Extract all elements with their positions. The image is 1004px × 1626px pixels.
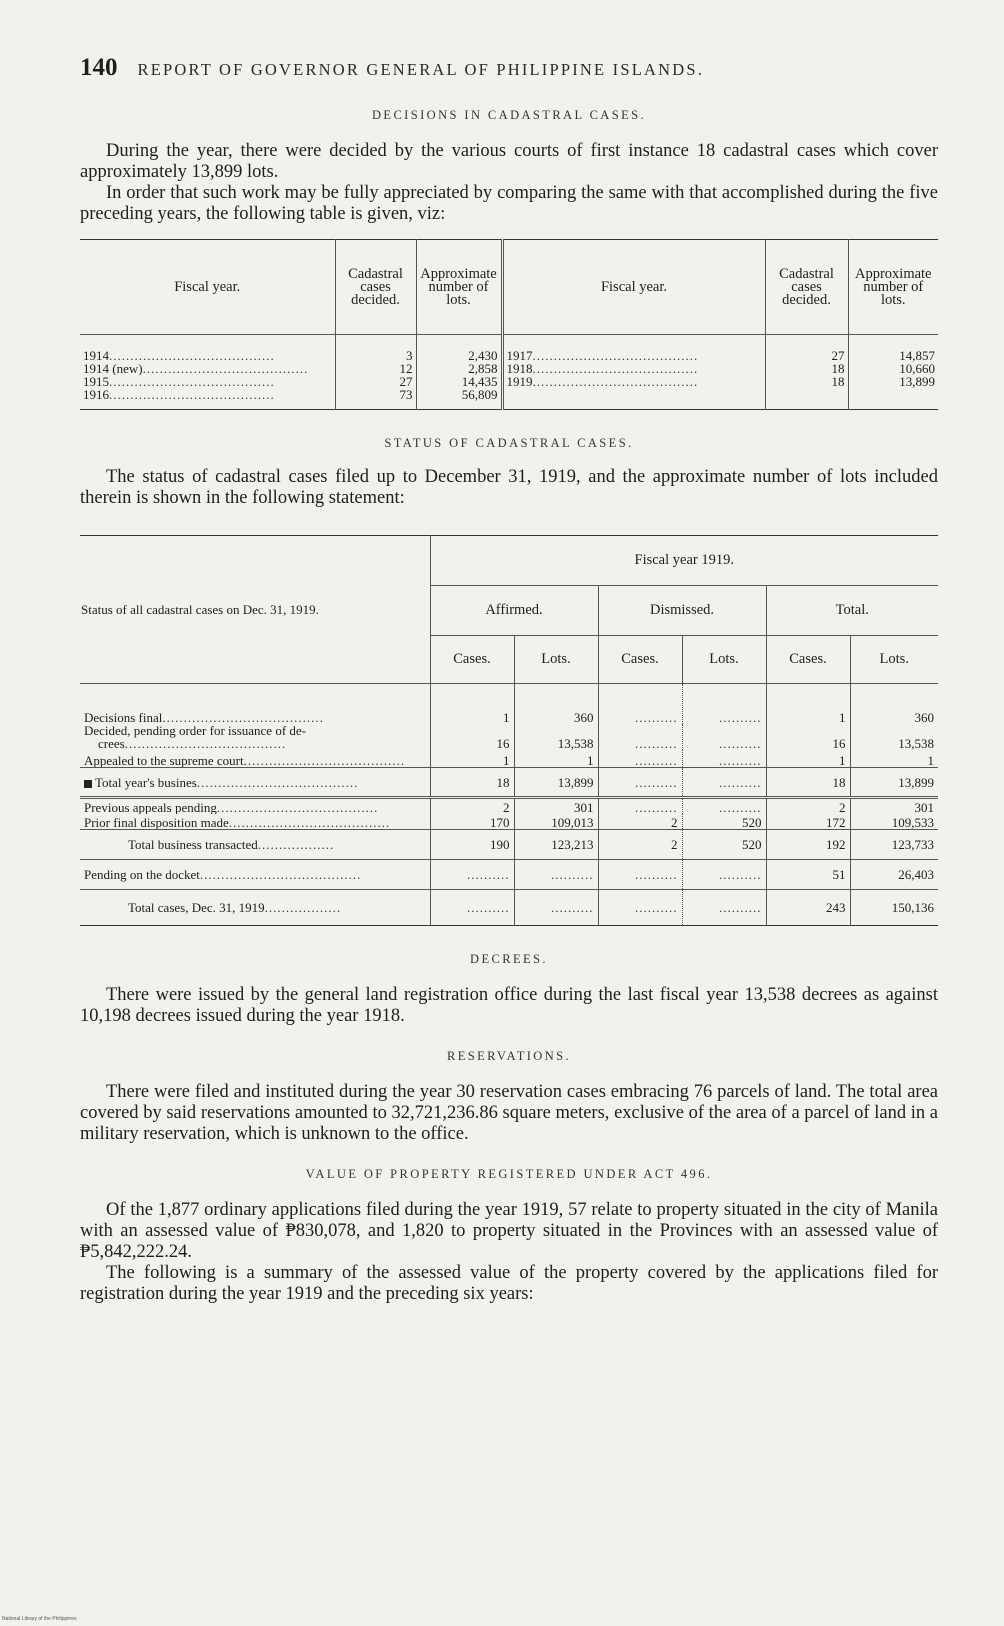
paragraph-value-1: Of the 1,877 ordinary applications filed during the year 1919, 57 relate to property situated in the city of Manila with an assessed value of ₱830,078, and 1,820 to property situated in the Provinces with an assessed value of ₱5,842,222.24.: [80, 1200, 938, 1262]
running-title: REPORT OF GOVERNOR GENERAL OF PHILIPPINE ISLANDS.: [137, 60, 705, 79]
year-1915: 1915: [83, 375, 109, 388]
heading-status: STATUS OF CADASTRAL CASES.: [384, 436, 634, 450]
table-row: Total year's busines...................................... 18 13,899 .......... .......... 18 13,899: [80, 768, 938, 798]
col-affirmed-lots: Lots.: [514, 636, 598, 684]
col-total-lots: Lots.: [850, 636, 938, 684]
col-fiscal-year: Fiscal year 1919.: [430, 536, 938, 586]
paragraph-decisions-2: In order that such work may be fully appreciated by comparing the same with that accomplished during the five preceding years, the following table is given, viz:: [80, 183, 938, 224]
col-total: Total.: [766, 586, 938, 636]
table-row: Pending on the docket...................................... .......... .......... .......... .......... 51 26,403: [80, 860, 938, 890]
page-header: [80, 54, 938, 94]
left-cases: 3 12 27 73: [335, 335, 416, 410]
col-cases-left: Cadastral cases decided.: [335, 240, 416, 335]
col-lots-left: Approximate number of lots.: [416, 240, 502, 335]
heading-decisions: DECISIONS IN CADASTRAL CASES.: [371, 108, 647, 122]
col-total-cases: Cases.: [766, 636, 850, 684]
col-affirmed-cases: Cases.: [430, 636, 514, 684]
col-status: Status of all cadastral cases on Dec. 31, 1919.: [80, 536, 430, 684]
left-lots: 2,430 2,858 14,435 56,809: [416, 335, 502, 410]
cadastral-status-table: [80, 535, 938, 926]
year-1914: 1914: [83, 349, 109, 362]
paragraph-status-1: The status of cadastral cases filed up to December 31, 1919, and the approximate number of lots included therein is shown in the following statement:: [80, 467, 938, 508]
paragraph-value-2: The following is a summary of the assessed value of the property covered by the applications filed for registration during the year 1919 and the preceding six years:: [80, 1263, 938, 1304]
heading-reservations: RESERVATIONS.: [446, 1049, 572, 1063]
footer-credit: National Library of the Philippines: [2, 1616, 77, 1622]
right-years: 1917....................................... 1918....................................... 1919.......................................: [502, 335, 765, 410]
document-page: [80, 54, 938, 1305]
year-1914-new: 1914 (new): [83, 362, 143, 375]
year-1917: 1917: [506, 349, 533, 362]
table-row: Total business transacted.................. 190 123,213 2 520 192 123,733: [80, 830, 938, 860]
col-affirmed: Affirmed.: [430, 586, 598, 636]
left-years: 1914....................................... 1914 (new)....................................... 1915....................................... 1916.......................................: [80, 335, 335, 410]
heading-decrees: DECREES.: [470, 952, 548, 966]
year-1919: 1919: [506, 375, 533, 388]
col-fiscal-year-right: Fiscal year.: [502, 240, 765, 335]
header-row-1: [80, 536, 938, 586]
table-row: Decided, pending order for issuance of de- crees...................................... 16 13,538 .......... .......... 16 13,538: [80, 724, 938, 750]
right-lots: 14,857 10,660 13,899: [899, 348, 935, 389]
col-dismissed-cases: Cases.: [598, 636, 682, 684]
paragraph-decisions-1: During the year, there were decided by the various courts of first instance 18 cadastral cases which cover approximately 13,899 lots.: [80, 141, 938, 182]
col-cases-right: Cadastral cases decided.: [765, 240, 848, 335]
col-dismissed: Dismissed.: [598, 586, 766, 636]
flag-mark-icon: [84, 780, 92, 788]
table-row: Prior final disposition made...................................... 170 109,013 2 520 172 109,533: [80, 814, 938, 830]
col-dismissed-lots: Lots.: [682, 636, 766, 684]
year-1916: 1916: [83, 388, 109, 401]
table-row: Decisions final...................................... 1 360 .......... .......... 1 360: [80, 684, 938, 724]
cadastral-decisions-table: [80, 239, 938, 410]
year-1918: 1918: [506, 362, 533, 375]
page-number: 140: [80, 54, 118, 81]
col-fiscal-year-left: Fiscal year.: [80, 240, 335, 335]
table-row: Previous appeals pending...................................... 2 301 .......... .......... 2 301: [80, 798, 938, 814]
right-cases: 27 18 18: [765, 335, 848, 410]
col-lots-right: Approximate number of lots.: [848, 240, 938, 335]
table-row: Total cases, Dec. 31, 1919.................. .......... .......... .......... .......... 243 150,136: [80, 890, 938, 926]
table-header-row: [80, 240, 938, 335]
heading-value-of-property: VALUE OF PROPERTY REGISTERED UNDER ACT 496.: [305, 1167, 713, 1181]
table-body-row: [80, 335, 938, 410]
paragraph-decrees-1: There were issued by the general land registration office during the last fiscal year 13,538 decrees as against 10,198 decrees issued during the year 1918.: [80, 985, 938, 1026]
paragraph-reservations-1: There were filed and instituted during the year 30 reservation cases embracing 76 parcels of land. The total area covered by said reservations amounted to 32,721,236.86 square meters, exclusive of the area of a parcel of land in a military reservation, which is unknown to the office.: [80, 1082, 938, 1144]
table-row: Appealed to the supreme court...................................... 1 1 .......... .......... 1 1: [80, 750, 938, 768]
